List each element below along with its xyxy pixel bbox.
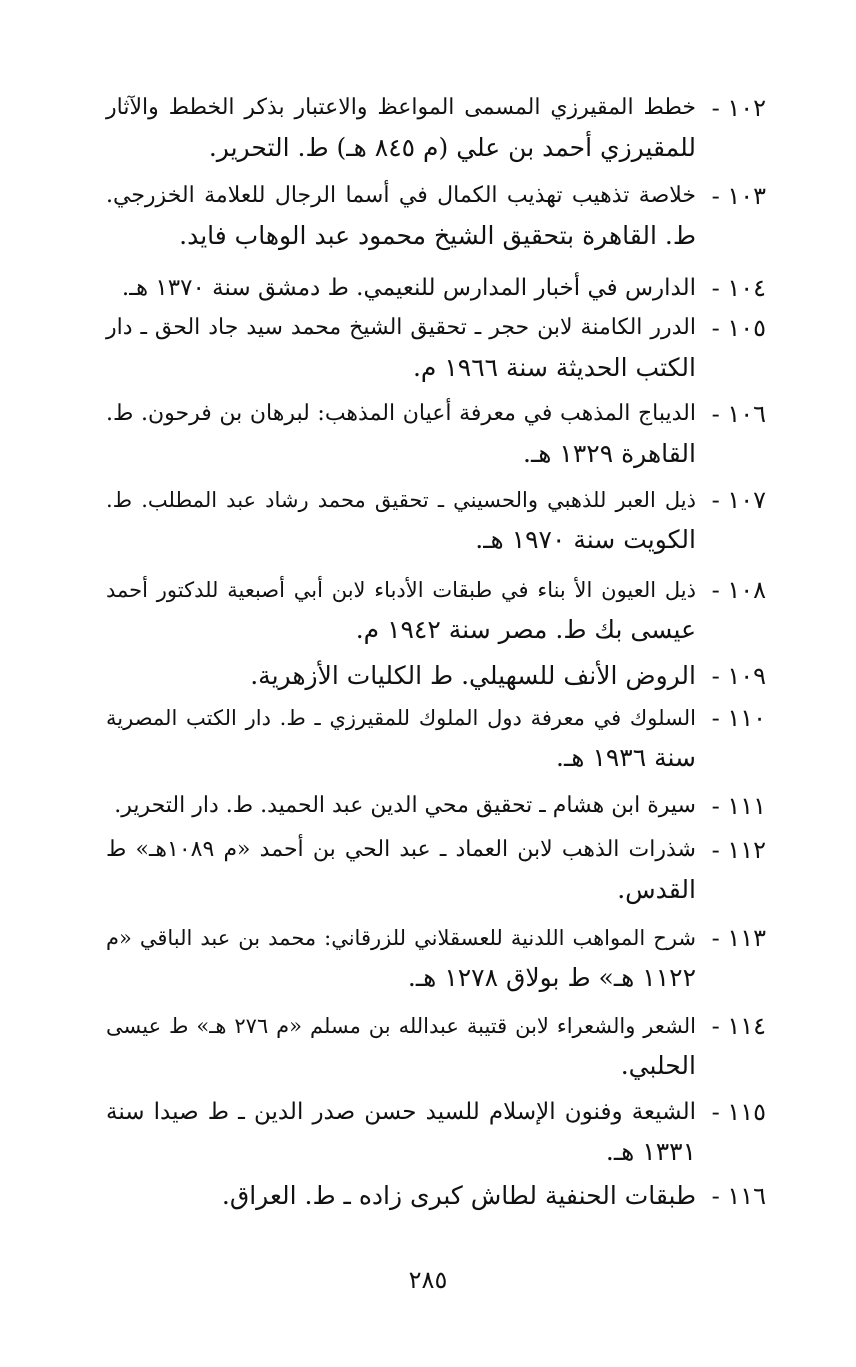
entry-line: سنة ١٩٣٦ هـ. (556, 743, 696, 772)
entry-line: شرح المواهب اللدنية للعسقلاني للزرقاني: محمد بن عبد الباقي «م (106, 926, 696, 950)
entry-line: طبقات الحنفية لطاش كبرى زاده ـ ط. العراق. (221, 1181, 696, 1210)
entry-line: الدرر الكامنة لابن حجر ـ تحقيق الشيخ محمد سيد جاد الحق ـ دار (106, 315, 696, 340)
entry-line: خلاصة تذهيب تهذيب الكمال في أسما الرجال للعلامة الخزرجي. (106, 183, 696, 208)
entry-line: الحلبي. (620, 1051, 696, 1080)
entry-number: ١١٥ - (711, 1098, 766, 1126)
entry-number: ١١٠ - (711, 704, 766, 732)
entry-line: السلوك في معرفة دول الملوك للمقيرزي ـ ط. دار الكتب المصرية (106, 706, 696, 730)
entry-number: ١٠٩ - (711, 662, 766, 690)
entry-number: ١٠٤ - (711, 274, 766, 302)
entry-line: ١١٢٢ هـ» ط بولاق ١٢٧٨ هـ. (407, 963, 696, 992)
entry-line: خطط المقيرزي المسمى المواعظ والاعتبار بذكر الخطط والآثار (106, 95, 696, 120)
entry-line: شذرات الذهب لابن العماد ـ عبد الحي بن أحمد «م ١٠٨٩هـ» ط (106, 837, 696, 862)
entry-line: ذيل العيون الأ بناء في طبقات الأدباء لابن أبي أصبعية للدكتور أحمد (106, 578, 696, 602)
entry-line: الكويت سنة ١٩٧٠ هـ. (475, 525, 696, 554)
entry-line: عيسى بك ط. مصر سنة ١٩٤٢ م. (355, 615, 696, 644)
entry-line: الدارس في أخبار المدارس للنعيمي. ط دمشق سنة ١٣٧٠ هـ. (121, 275, 696, 301)
entry-line: الكتب الحديثة سنة ١٩٦٦ م. (412, 353, 696, 382)
page-number: ٢٨٥ (408, 1266, 448, 1294)
entry-number: ١١٤ - (711, 1012, 766, 1040)
entry-number: ١٠٦ - (711, 400, 766, 428)
entry-number: ١١٣ - (711, 924, 766, 952)
entry-number: ١٠٥ - (711, 314, 766, 342)
entry-number: ١١٢ - (711, 836, 766, 864)
entry-line: للمقيرزي أحمد بن علي (م ٨٤٥ هـ) ط. التحرير. (208, 133, 696, 162)
entry-line: الشعر والشعراء لابن قتيبة عبدالله بن مسلم «م ٢٧٦ هـ» ط عيسى (106, 1014, 696, 1038)
entry-line: ١٣٣١ هـ. (605, 1137, 696, 1166)
entry-line: الروض الأنف للسهيلي. ط الكليات الأزهرية. (250, 661, 696, 690)
entry-line: الشيعة وفنون الإسلام للسيد حسن صدر الدين ـ ط صيدا سنة (106, 1099, 696, 1125)
entry-number: ١٠٣ - (711, 182, 766, 210)
entry-number: ١٠٢ - (711, 94, 766, 122)
entry-line: ذيل العبر للذهبي والحسيني ـ تحقيق محمد رشاد عبد المطلب. ط. (106, 488, 696, 512)
entry-line: سيرة ابن هشام ـ تحقيق محي الدين عبد الحميد. ط. دار التحرير. (114, 793, 696, 818)
entry-line: الديباج المذهب في معرفة أعيان المذهب: لبرهان بن فرحون. ط. (106, 401, 696, 426)
entry-number: ١٠٨ - (711, 576, 766, 604)
entry-number: ١٠٧ - (711, 486, 766, 514)
entry-number: ١١٦ - (711, 1182, 766, 1210)
entry-line: ط. القاهرة بتحقيق الشيخ محمود عبد الوهاب فايد. (179, 221, 696, 250)
entry-line: القدس. (617, 875, 696, 904)
entry-line: القاهرة ١٣٢٩ هـ. (523, 439, 696, 468)
entry-number: ١١١ - (711, 792, 766, 820)
